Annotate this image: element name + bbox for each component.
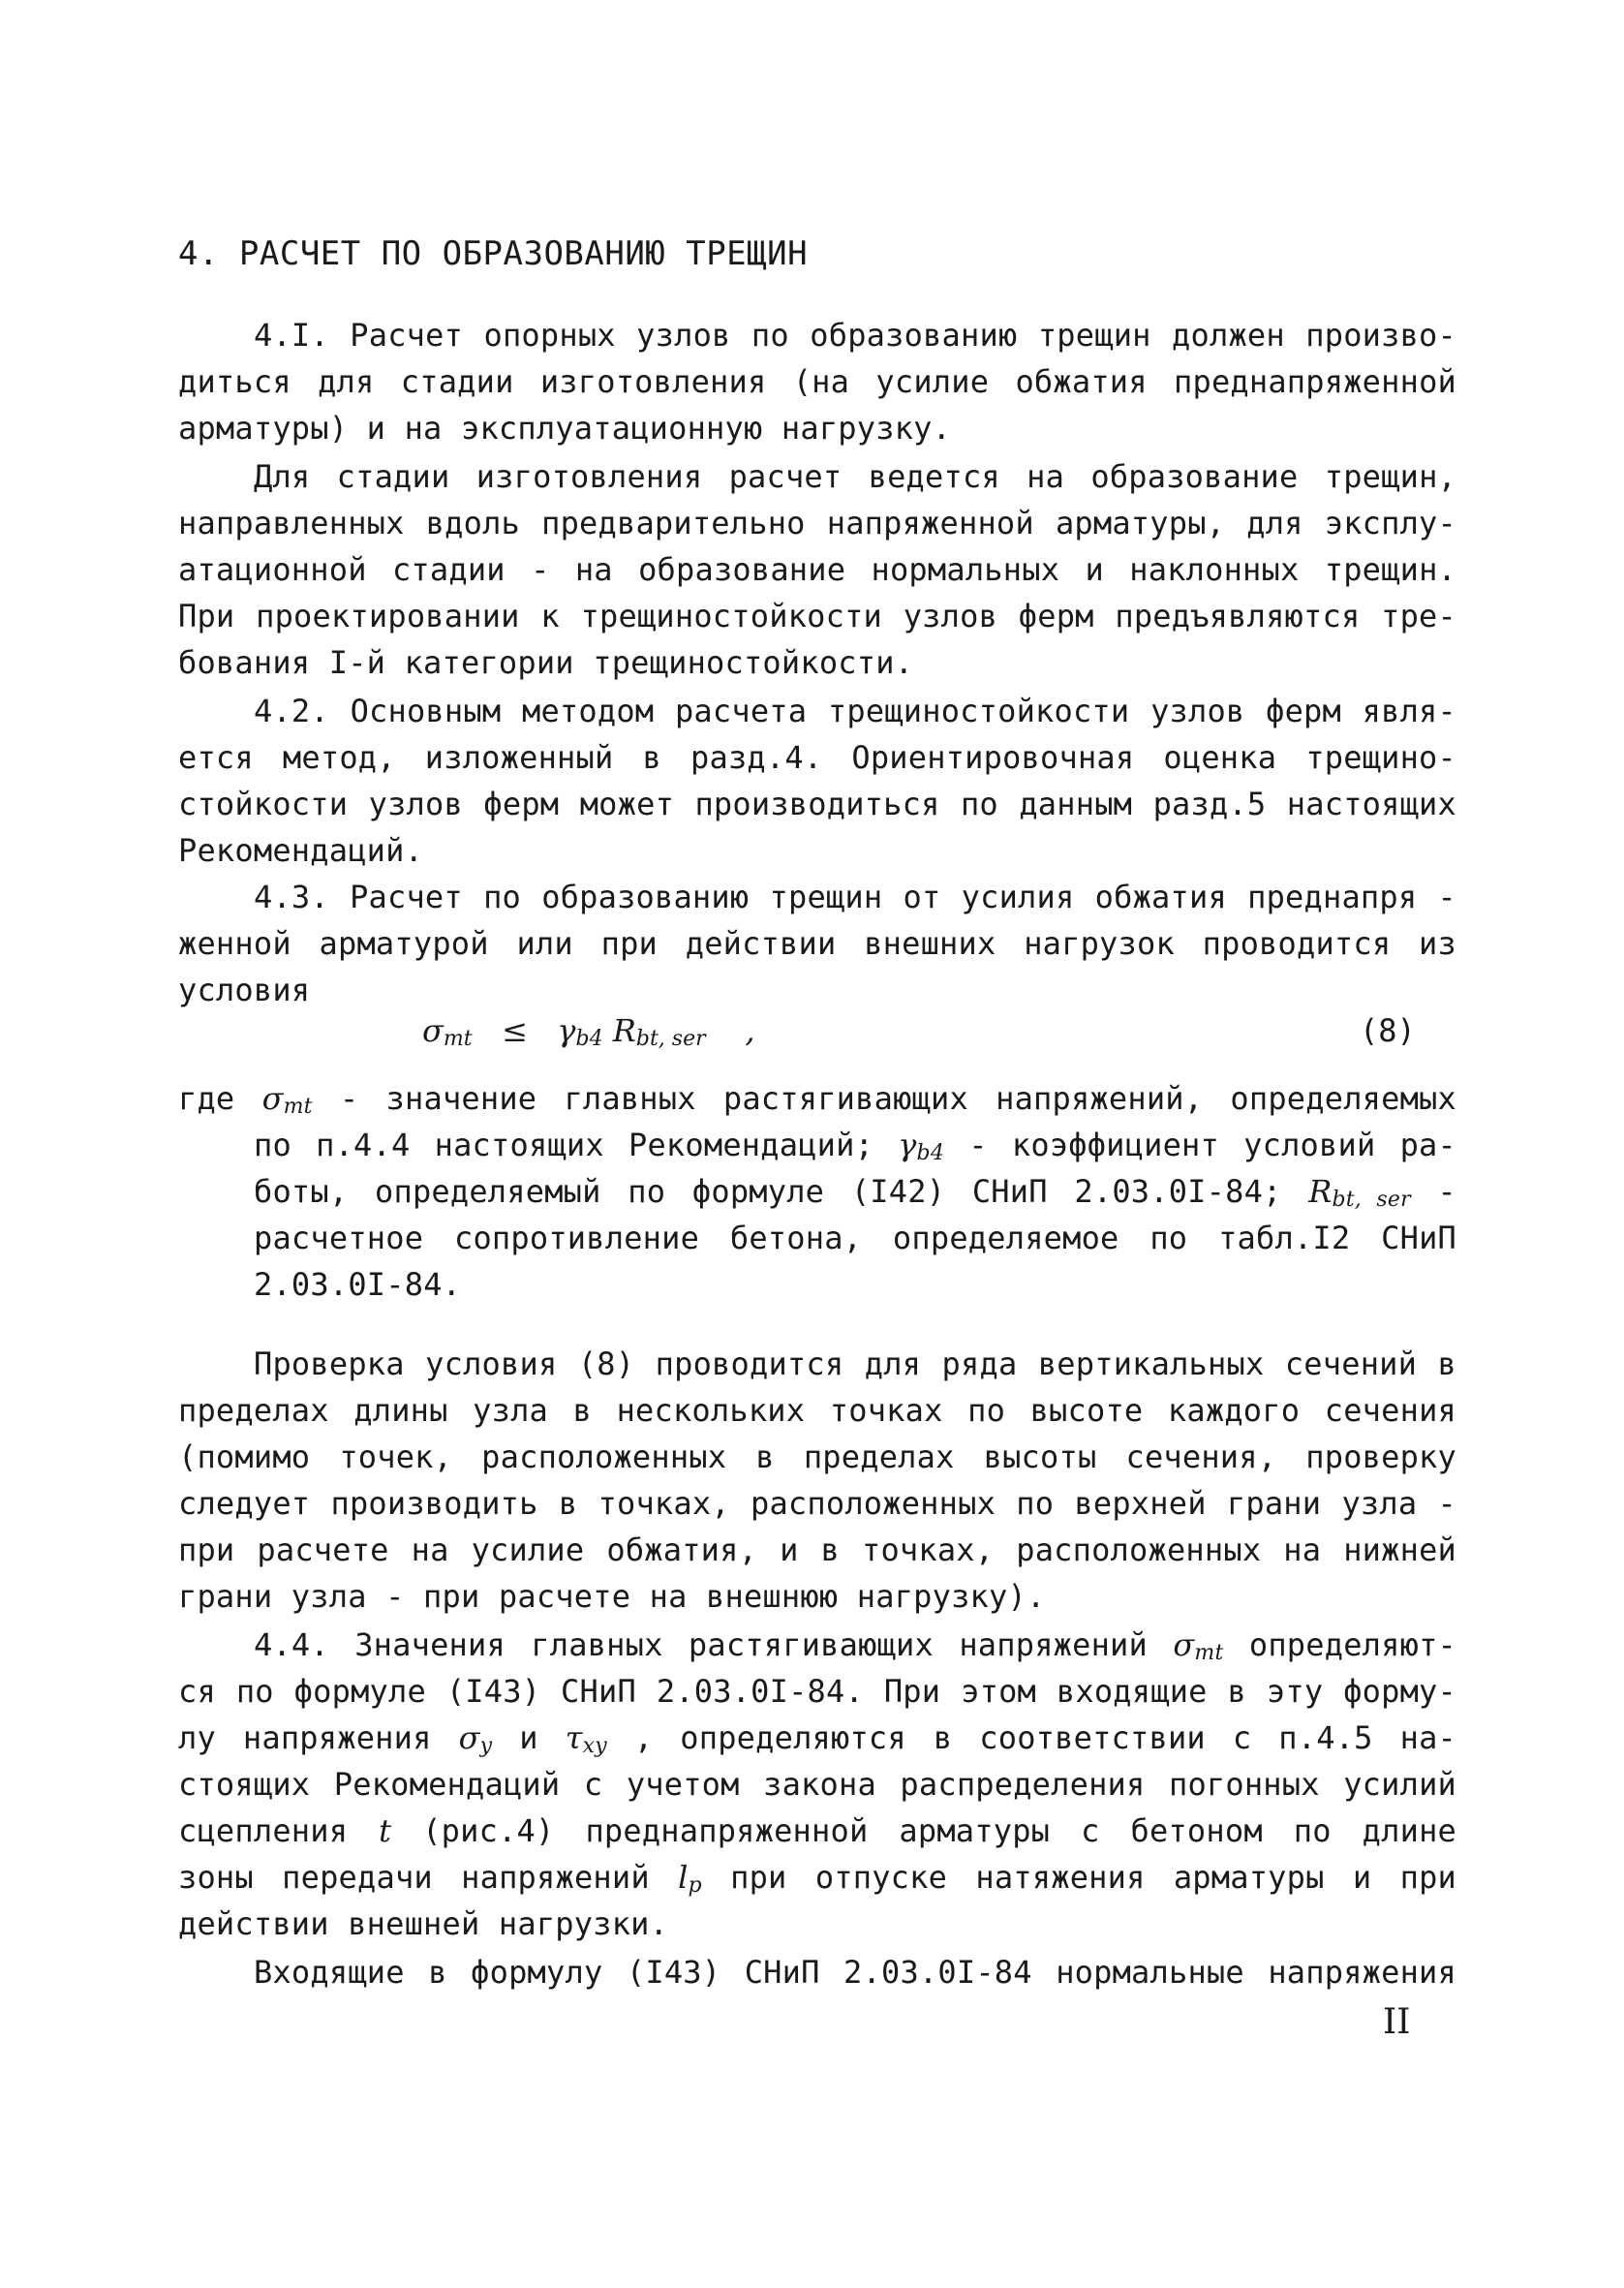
paragraph-line: стоящих Рекомендаций с учетом закона распределения погонных усилий [178,1766,1456,1803]
where-line: 2.03.0I-84. [254,1266,462,1303]
paragraph-line: следует производить в точках, расположенных по верхней грани узла - [178,1485,1456,1522]
paragraph-line: действии внешней нагрузки. [178,1905,669,1942]
r-symbol: R [612,1012,636,1049]
equation-number: (8) [1360,1012,1416,1049]
section-heading: 4. РАСЧЕТ ПО ОБРАЗОВАНИЮ ТРЕЩИН [178,234,809,273]
paragraph-line: женной арматурой или при действии внешних нагрузок проводится из [178,925,1456,962]
paragraph-line: лу напряжения $\sigma_y$ и $\tau_{xy}$ , определяются в соответствии с п.4.5 на- [178,1719,1456,1758]
paragraph-line: 4.3. Расчет по образованию трещин от усилия обжатия преднапря - [254,879,1456,915]
paragraph-line: ется метод, изложенный в разд.4. Ориентировочная оценка трещино- [178,739,1456,776]
where-line: боты, определяемый по формуле (I42) СНиП 2.03.0I-84; $R_{bt, ser}$ - [254,1173,1456,1212]
paragraph-line: грани узла - при расчете на внешнюю нагрузку). [178,1578,1046,1615]
gamma-symbol: γ [557,1012,576,1049]
paragraph-line: Рекомендаций. [178,832,424,869]
sigma-symbol: σ [422,1012,444,1049]
relation-symbol: ≤ [502,1012,528,1049]
where-line: по п.4.4 настоящих Рекомендаций; $\gamma_{b4}$ - коэффициент условий ра- [254,1127,1456,1165]
paragraph-line: 4.2. Основным методом расчета трещиностойкости узлов ферм явля- [254,693,1456,729]
paragraph-line: бования I-й категории трещиностойкости. [178,644,914,681]
paragraph-line: направленных вдоль предварительно напряженной арматуры, для эксплу- [178,505,1456,541]
where-line: где $\sigma_{mt}$ - значение главных растягивающих напряжений, определяемых [178,1080,1456,1119]
paragraph-line: При проектировании к трещиностойкости узлов ферм предъявляются тре- [178,598,1456,634]
paragraph-line: Проверка условия (8) проводится для ряда вертикальных сечений в [254,1345,1456,1382]
paragraph-line: арматуры) и на эксплуатационную нагрузку. [178,410,952,447]
paragraph-line: стойкости узлов ферм может производиться по данным разд.5 настоящих [178,786,1456,822]
page-number: II [1383,2002,1411,2042]
where-line: расчетное сопротивление бетона, определяемое по табл.I2 СНиП [254,1220,1456,1256]
paragraph-line: 4.4. Значения главных растягивающих напряжений $\sigma_{mt}$ определяют- [254,1626,1456,1665]
paragraph-line: диться для стадии изготовления (на усилие обжатия преднапряженной [178,363,1456,400]
paragraph-line: (помимо точек, расположенных в пределах высоты сечения, проверку [178,1438,1456,1475]
paragraph-line: атационной стадии - на образование нормальных и наклонных трещин. [178,551,1456,588]
formula-8: $\sigma_{mt}$ ≤ $\gamma_{b4}$ $R_{bt, ser}$ , [422,1012,755,1051]
paragraph-line: при расчете на усилие обжатия, и в точках, расположенных на нижней [178,1531,1456,1568]
paragraph-line: Входящие в формулу (I43) СНиП 2.03.0I-84 нормальные напряжения [254,1954,1456,1991]
paragraph-line: ся по формуле (I43) СНиП 2.03.0I-84. При этом входящие в эту форму- [178,1673,1456,1710]
paragraph-line: зоны передачи напряжений $l_p$ при отпуске натяжения арматуры и при [178,1859,1456,1898]
paragraph-line: 4.I. Расчет опорных узлов по образованию трещин должен произво- [254,317,1456,354]
paragraph-line: условия [178,972,311,1008]
paragraph-line: сцепления t (рис.4) преднапряженной арматуры с бетоном по длине [178,1812,1457,1849]
paragraph-line: пределах длины узла в нескольких точках по высоте каждого сечения [178,1392,1456,1429]
paragraph-line: Для стадии изготовления расчет ведется на образование трещин, [254,458,1456,495]
